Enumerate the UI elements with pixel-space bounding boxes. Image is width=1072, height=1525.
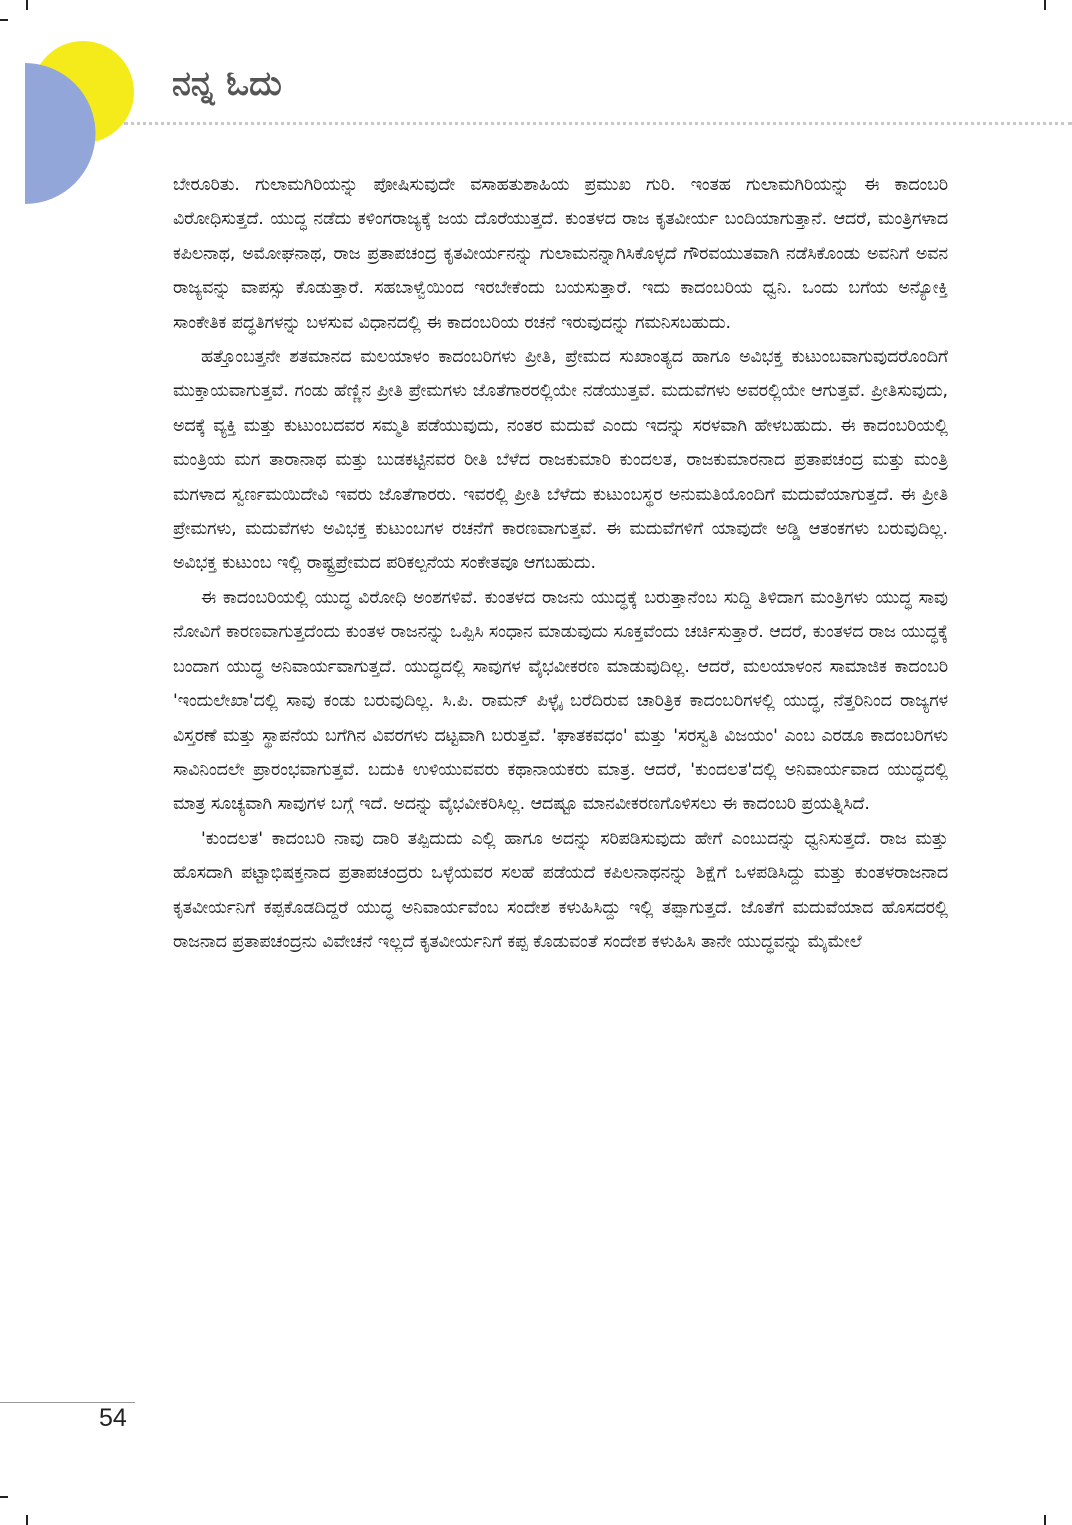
body-text bbox=[173, 168, 948, 959]
header-decoration bbox=[0, 0, 140, 210]
paragraph-2: ಹತ್ತೊಂಬತ್ತನೇ ಶತಮಾನದ ಮಲಯಾಳಂ ಕಾದಂಬರಿಗಳು ಪ್ರೀತಿ, ಪ್ರೇಮದ ಸುಖಾಂತ್ಯದ ಹಾಗೂ ಅವಿಭಕ್ತ ಕುಟುಂಬವಾಗುವುದರೊಂದಿಗೆ ಮುಕ್ತಾಯವಾಗುತ್ತವೆ. ಗಂಡು ಹೆಣ್ಣಿನ ಪ್ರೀತಿ ಪ್ರೇಮಗಳು ಜೊತೆಗಾರರಲ್ಲಿಯೇ ನಡೆಯುತ್ತವೆ. ಮದುವೆಗಳು ಅವರಲ್ಲಿಯೇ ಆಗುತ್ತವೆ. ಪ್ರೀತಿಸುವುದು, ಅದಕ್ಕೆ ವ್ಯಕ್ತಿ ಮತ್ತು ಕುಟುಂಬದವರ ಸಮ್ಮತಿ ಪಡೆಯುವುದು, ನಂತರ ಮದುವೆ ಎಂದು ಇದನ್ನು ಸರಳವಾಗಿ ಹೇಳಬಹುದು. ಈ ಕಾದಂಬರಿಯಲ್ಲಿ ಮಂತ್ರಿಯ ಮಗ ತಾರಾನಾಥ ಮತ್ತು ಬುಡಕಟ್ಟಿನವರ ರೀತಿ ಬೆಳೆದ ರಾಜಕುಮಾರಿ ಕುಂದಲತ, ರಾಜಕುಮಾರನಾದ ಪ್ರತಾಪಚಂದ್ರ ಮತ್ತು ಮಂತ್ರಿ ಮಗಳಾದ ಸ್ವರ್ಣಮಯಿದೇವಿ ಇವರು ಜೊತೆಗಾರರು. ಇವರಲ್ಲಿ ಪ್ರೀತಿ ಬೆಳೆದು ಕುಟುಂಬಸ್ಥರ ಅನುಮತಿಯೊಂದಿಗೆ ಮದುವೆಯಾಗುತ್ತದೆ. ಈ ಪ್ರೀತಿ ಪ್ರೇಮಗಳು, ಮದುವೆಗಳು ಅವಿಭಕ್ತ ಕುಟುಂಬಗಳ ರಚನೆಗೆ ಕಾರಣವಾಗುತ್ತವೆ. ಈ ಮದುವೆಗಳಿಗೆ ಯಾವುದೇ ಅಡ್ಡಿ ಆತಂಕಗಳು ಬರುವುದಿಲ್ಲ. ಅವಿಭಕ್ತ ಕುಟುಂಬ ಇಲ್ಲಿ ರಾಷ್ಟ್ರಪ್ರೇಮದ ಪರಿಕಲ್ಪನೆಯ ಸಂಕೇತವೂ ಆಗಬಹುದು. bbox=[173, 347, 948, 574]
paragraph-4: 'ಕುಂದಲತ' ಕಾದಂಬರಿ ನಾವು ದಾರಿ ತಪ್ಪಿದುದು ಎಲ್ಲಿ ಹಾಗೂ ಅದನ್ನು ಸರಿಪಡಿಸುವುದು ಹೇಗೆ ಎಂಬುದನ್ನು ಧ್ವನಿಸುತ್ತದೆ. ರಾಜ ಮತ್ತು ಹೊಸದಾಗಿ ಪಟ್ಟಾಭಿಷಕ್ತನಾದ ಪ್ರತಾಪಚಂದ್ರರು ಒಳ್ಳೆಯವರ ಸಲಹೆ ಪಡೆಯದೆ ಕಪಿಲನಾಥನನ್ನು ಶಿಕ್ಷೆಗೆ ಒಳಪಡಿಸಿದ್ದು ಮತ್ತು ಕುಂತಳರಾಜನಾದ ಕೃತವೀರ್ಯನಿಗೆ ಕಪ್ಪಕೊಡದಿದ್ದರೆ ಯುದ್ಧ ಅನಿವಾರ್ಯವೆಂಬ ಸಂದೇಶ ಕಳುಹಿಸಿದ್ದು ಇಲ್ಲಿ ತಪ್ಪಾಗುತ್ತದೆ. ಜೊತೆಗೆ ಮದುವೆಯಾದ ಹೊಸದರಲ್ಲಿ ರಾಜನಾದ ಪ್ರತಾಪಚಂದ್ರನು ವಿವೇಚನೆ ಇಲ್ಲದೆ ಕೃತವೀರ್ಯನಿಗೆ ಕಪ್ಪ ಕೊಡುವಂತೆ ಸಂದೇಶ ಕಳುಹಿಸಿ ತಾನೇ ಯುದ್ಧವನ್ನು ಮೈಮೇಲೆ bbox=[173, 828, 948, 952]
footer-rule bbox=[0, 1402, 135, 1403]
crop-mark-top-right bbox=[1044, 0, 1046, 10]
crop-mark-left-lower bbox=[0, 1496, 8, 1498]
page-number: 54 bbox=[99, 1404, 127, 1432]
crop-mark-bottom-left bbox=[26, 1515, 28, 1525]
page-header-title: ನನ್ನ ಓದು bbox=[172, 64, 282, 104]
paragraph-1: ಬೇರೂರಿತು. ಗುಲಾಮಗಿರಿಯನ್ನು ಪೋಷಿಸುವುದೇ ವಸಾಹತುಶಾಹಿಯ ಪ್ರಮುಖ ಗುರಿ. ಇಂತಹ ಗುಲಾಮಗಿರಿಯನ್ನು ಈ ಕಾದಂಬರಿ ವಿರೋಧಿಸುತ್ತದೆ. ಯುದ್ಧ ನಡೆದು ಕಳಿಂಗರಾಜ್ಯಕ್ಕೆ ಜಯ ದೊರೆಯುತ್ತದೆ. ಕುಂತಳದ ರಾಜ ಕೃತವೀರ್ಯ ಬಂದಿಯಾಗುತ್ತಾನೆ. ಆದರೆ, ಮಂತ್ರಿಗಳಾದ ಕಪಿಲನಾಥ, ಅಮೋಘನಾಥ, ರಾಜ ಪ್ರತಾಪಚಂದ್ರ ಕೃತವೀರ್ಯನನ್ನು ಗುಲಾಮನನ್ನಾಗಿಸಿಕೊಳ್ಳದೆ ಗೌರವಯುತವಾಗಿ ನಡೆಸಿಕೊಂಡು ಅವನಿಗೆ ಅವನ ರಾಜ್ಯವನ್ನು ವಾಪಸ್ಸು ಕೊಡುತ್ತಾರೆ. ಸಹಬಾಳ್ವೆಯಿಂದ ಇರಬೇಕೆಂದು ಬಯಸುತ್ತಾರೆ. ಇದು ಕಾದಂಬರಿಯ ಧ್ವನಿ. ಒಂದು ಬಗೆಯ ಅನ್ಯೋಕ್ತಿ ಸಾಂಕೇತಿಕ ಪದ್ಧತಿಗಳನ್ನು ಬಳಸುವ ವಿಧಾನದಲ್ಲಿ ಈ ಕಾದಂಬರಿಯ ರಚನೆ ಇರುವುದನ್ನು ಗಮನಿಸಬಹುದು. bbox=[173, 175, 948, 333]
paragraph-3: ಈ ಕಾದಂಬರಿಯಲ್ಲಿ ಯುದ್ಧ ವಿರೋಧಿ ಅಂಶಗಳಿವೆ. ಕುಂತಳದ ರಾಜನು ಯುದ್ಧಕ್ಕೆ ಬರುತ್ತಾನೆಂಬ ಸುದ್ದಿ ತಿಳಿದಾಗ ಮಂತ್ರಿಗಳು ಯುದ್ಧ ಸಾವು ನೋವಿಗೆ ಕಾರಣವಾಗುತ್ತದೆಂದು ಕುಂತಳ ರಾಜನನ್ನು ಒಪ್ಪಿಸಿ ಸಂಧಾನ ಮಾಡುವುದು ಸೂಕ್ತವೆಂದು ಚರ್ಚಿಸುತ್ತಾರೆ. ಆದರೆ, ಕುಂತಳದ ರಾಜ ಯುದ್ಧಕ್ಕೆ ಬಂದಾಗ ಯುದ್ಧ ಅನಿವಾರ್ಯವಾಗುತ್ತದೆ. ಯುದ್ಧದಲ್ಲಿ ಸಾವುಗಳ ವೈಭವೀಕರಣ ಮಾಡುವುದಿಲ್ಲ. ಆದರೆ, ಮಲಯಾಳಂನ ಸಾಮಾಜಿಕ ಕಾದಂಬರಿ 'ಇಂದುಲೇಖಾ'ದಲ್ಲಿ ಸಾವು ಕಂಡು ಬರುವುದಿಲ್ಲ. ಸಿ.ಪಿ. ರಾಮನ್ ಪಿಳ್ಳೈ ಬರೆದಿರುವ ಚಾರಿತ್ರಿಕ ಕಾದಂಬರಿಗಳಲ್ಲಿ ಯುದ್ಧ, ನೆತ್ತರಿನಿಂದ ರಾಜ್ಯಗಳ ವಿಸ್ತರಣೆ ಮತ್ತು ಸ್ಥಾಪನೆಯ ಬಗೆಗಿನ ವಿವರಗಳು ದಟ್ಟವಾಗಿ ಬರುತ್ತವೆ. 'ಘಾತಕವಧಂ' ಮತ್ತು 'ಸರಸ್ವತಿ ವಿಜಯಂ' ಎಂಬ ಎರಡೂ ಕಾದಂಬರಿಗಳು ಸಾವಿನಿಂದಲೇ ಪ್ರಾರಂಭವಾಗುತ್ತವೆ. ಬದುಕಿ ಉಳಿಯುವವರು ಕಥಾನಾಯಕರು ಮಾತ್ರ. ಆದರೆ, 'ಕುಂದಲತ'ದಲ್ಲಿ ಅನಿವಾರ್ಯವಾದ ಯುದ್ಧದಲ್ಲಿ ಮಾತ್ರ ಸೂಚ್ಯವಾಗಿ ಸಾವುಗಳ ಬಗ್ಗೆ ಇದೆ. ಅದನ್ನು ವೈಭವೀಕರಿಸಿಲ್ಲ. ಆದಷ್ಟೂ ಮಾನವೀಕರಣಗೊಳಿಸಲು ಈ ಕಾದಂಬರಿ ಪ್ರಯತ್ನಿಸಿದೆ. bbox=[173, 587, 948, 815]
header-dotted-rule bbox=[124, 122, 1072, 125]
crop-mark-bottom-right bbox=[1044, 1515, 1046, 1525]
